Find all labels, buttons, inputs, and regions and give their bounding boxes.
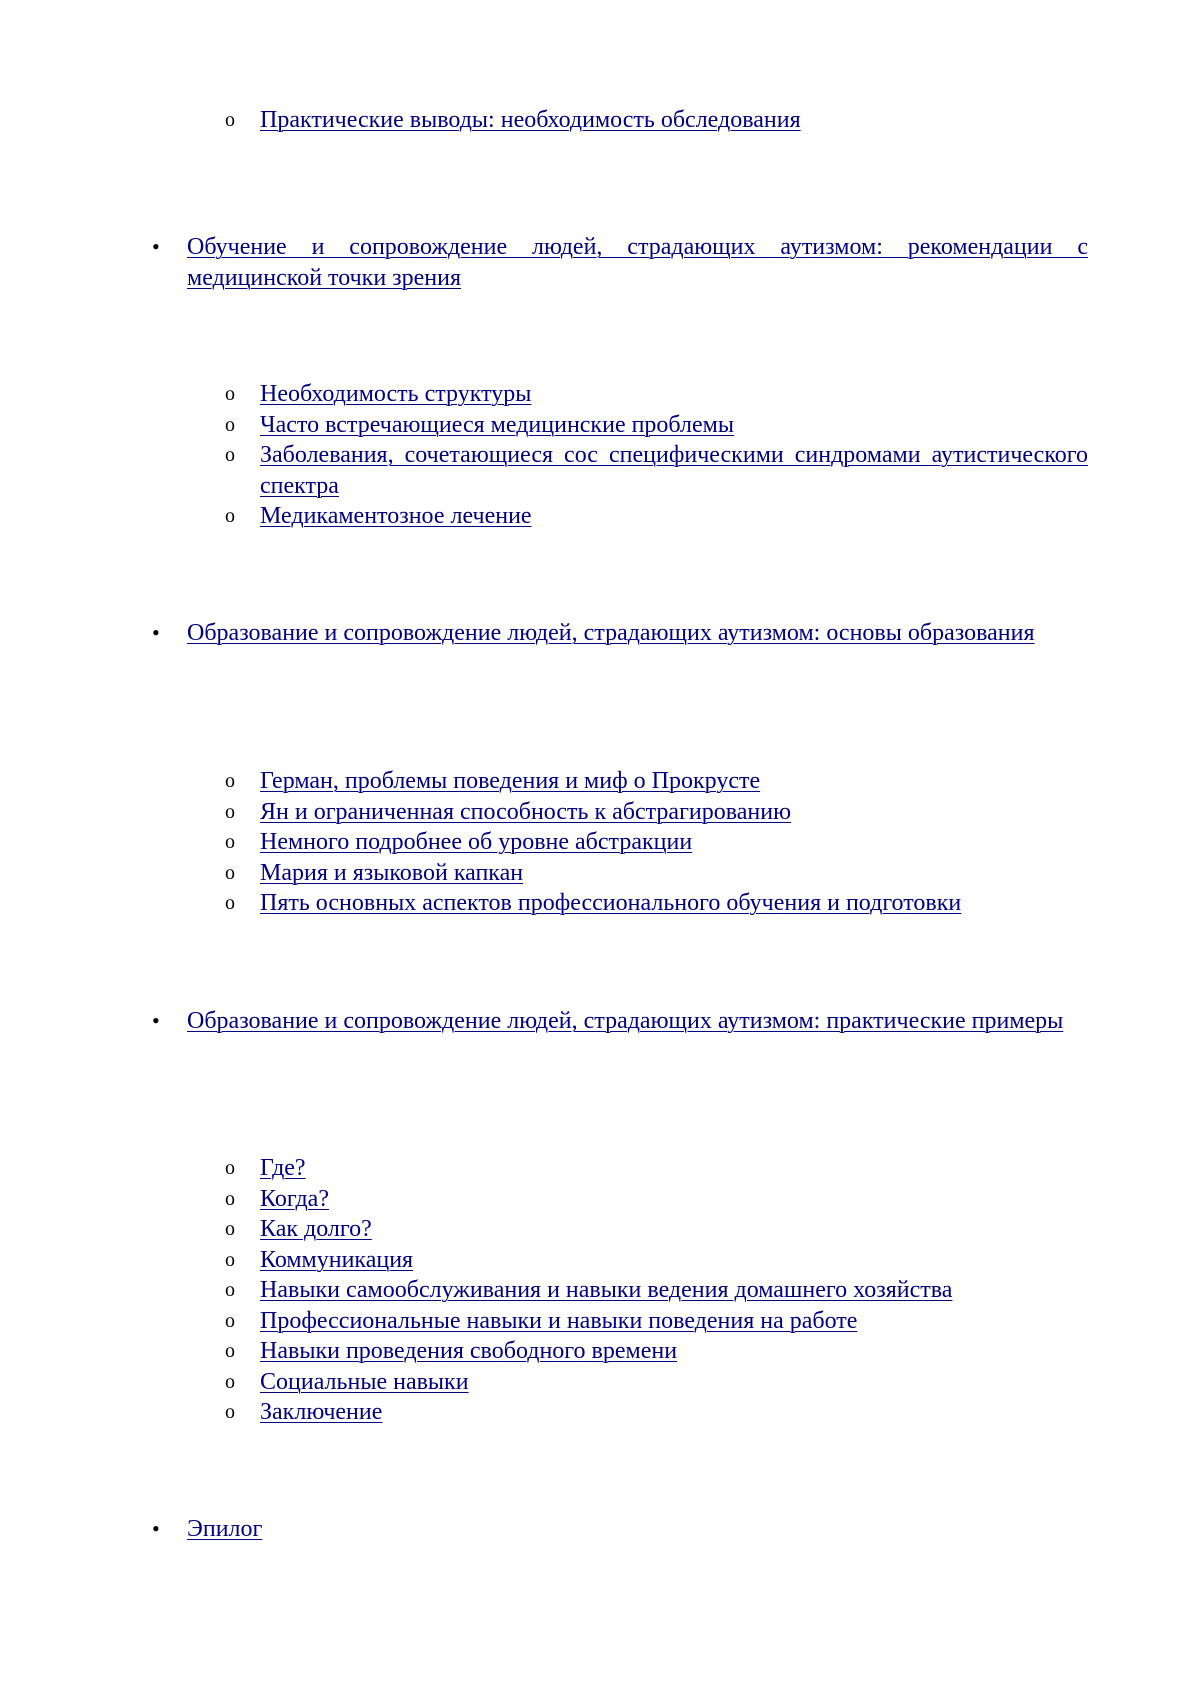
toc-link-leisure-skills[interactable]: Навыки проведения свободного времени — [260, 1338, 678, 1364]
bullet-icon: • — [152, 1516, 160, 1541]
toc-subitem — [225, 827, 1088, 858]
circle-bullet-icon: o — [225, 1340, 235, 1362]
toc-subitem — [225, 410, 1088, 441]
toc-subitem — [225, 1306, 1088, 1337]
circle-bullet-icon: o — [225, 444, 235, 466]
circle-bullet-icon: o — [225, 770, 235, 792]
toc-subitem — [225, 501, 1088, 532]
toc-link-medical-problems[interactable]: Часто встречающиеся медицинские проблемы — [260, 411, 734, 438]
toc-link-maria[interactable]: Мария и языковой капкан — [260, 859, 524, 886]
toc-link-when[interactable]: Когда? — [260, 1185, 329, 1212]
toc-link-five-aspects[interactable]: Пять основных аспектов профессионального обучения и подготовки — [260, 890, 962, 916]
toc-link-how-long[interactable]: Как долго? — [260, 1216, 372, 1242]
circle-bullet-icon: o — [225, 1401, 235, 1423]
toc-link-abstraction-level[interactable]: Немного подробнее об уровне абстракции — [260, 829, 693, 855]
circle-bullet-icon: o — [225, 1157, 235, 1179]
toc-subitem — [225, 1336, 1088, 1367]
toc-subitem — [225, 1275, 1088, 1306]
toc-subitem — [225, 1214, 1088, 1245]
toc-link-epilogue[interactable]: Эпилог — [187, 1516, 263, 1542]
circle-bullet-icon: o — [225, 861, 235, 884]
toc-link-structure-need[interactable]: Необходимость структуры — [260, 381, 532, 407]
toc-subitem — [225, 797, 1088, 828]
toc-section-education-basics — [152, 618, 1088, 649]
toc-subitem — [225, 1397, 1088, 1428]
toc-link-where[interactable]: Где? — [260, 1155, 306, 1181]
toc-link-professional-skills[interactable]: Профессиональные навыки и навыки поведения на работе — [260, 1307, 858, 1334]
toc-link-section-education-basics[interactable]: Образование и сопровождение людей, страдающих аутизмом: основы образования — [187, 620, 1035, 646]
circle-bullet-icon: o — [225, 1370, 235, 1393]
circle-bullet-icon: o — [225, 1187, 235, 1210]
toc-section-medical — [152, 232, 1088, 293]
toc-link-jan[interactable]: Ян и ограниченная способность к абстрагированию — [260, 798, 792, 825]
toc-subitem — [225, 379, 1088, 410]
toc-link-medication[interactable]: Медикаментозное лечение — [260, 503, 532, 529]
circle-bullet-icon: o — [225, 1309, 235, 1332]
toc-section-practical-examples — [152, 1006, 1088, 1037]
bullet-icon: • — [152, 620, 160, 645]
toc-link-comorbid-diseases[interactable]: Заболевания, сочетающиеся сос специфическими синдромами аутистического спектра — [260, 442, 1088, 499]
toc-subitem — [225, 1245, 1088, 1276]
toc-section-epilogue — [152, 1514, 1088, 1545]
toc-link-section-medical[interactable]: Обучение и сопровождение людей, страдающих аутизмом: рекомендации с медицинской точки зрения — [187, 234, 1088, 291]
circle-bullet-icon: o — [225, 109, 235, 131]
toc-subitem — [225, 858, 1088, 889]
toc-link-communication[interactable]: Коммуникация — [260, 1246, 414, 1273]
circle-bullet-icon: o — [225, 383, 235, 405]
toc-subitem — [225, 1367, 1088, 1398]
toc-subitem-practical-conclusions — [225, 105, 1088, 136]
toc-link-social-skills[interactable]: Социальные навыки — [260, 1368, 469, 1395]
circle-bullet-icon: o — [225, 800, 235, 823]
circle-bullet-icon: o — [225, 505, 235, 527]
toc-subitem — [225, 766, 1088, 797]
toc-link-self-care[interactable]: Навыки самообслуживания и навыки ведения домашнего хозяйства — [260, 1277, 953, 1303]
toc-link-herman[interactable]: Герман, проблемы поведения и миф о Прокрусте — [260, 768, 761, 794]
circle-bullet-icon: o — [225, 831, 235, 853]
circle-bullet-icon: o — [225, 413, 235, 436]
toc-subitem — [225, 1184, 1088, 1215]
circle-bullet-icon: o — [225, 1279, 235, 1301]
bullet-icon: • — [152, 234, 160, 259]
toc-subitem — [225, 440, 1088, 501]
circle-bullet-icon: o — [225, 892, 235, 914]
bullet-icon: • — [152, 1008, 160, 1033]
circle-bullet-icon: o — [225, 1218, 235, 1240]
toc-link-conclusion[interactable]: Заключение — [260, 1399, 383, 1425]
toc-link-section-practical-examples[interactable]: Образование и сопровождение людей, страдающих аутизмом: практические примеры — [187, 1008, 1064, 1034]
toc-subitem — [225, 888, 1088, 919]
circle-bullet-icon: o — [225, 1248, 235, 1271]
toc-subitem — [225, 1153, 1088, 1184]
toc-link-practical-conclusions[interactable]: Практические выводы: необходимость обследования — [260, 107, 801, 133]
